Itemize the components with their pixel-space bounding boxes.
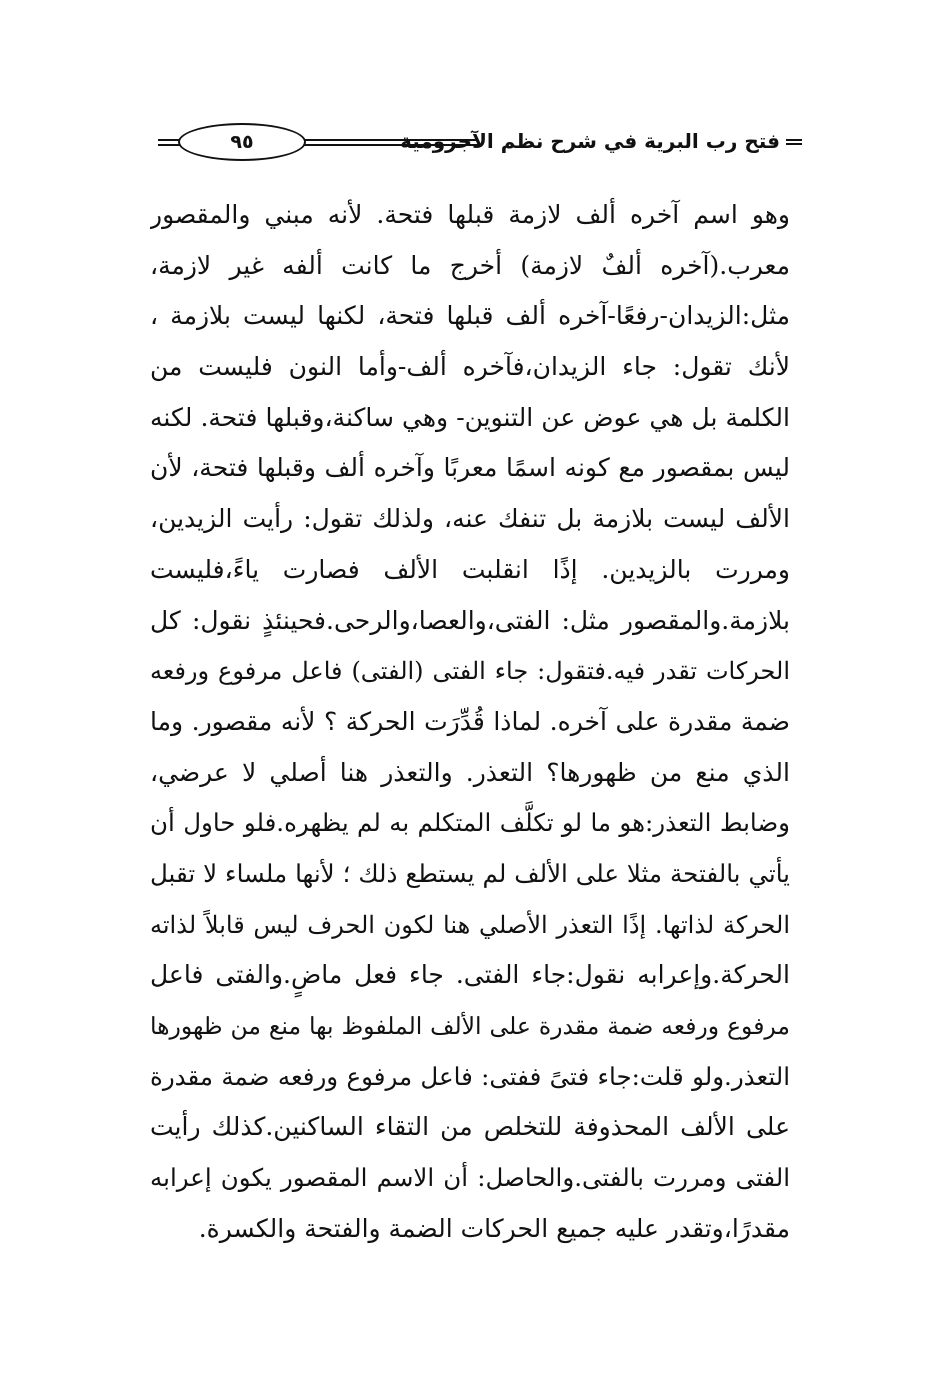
text-line: الحركات تقدر فيه.فتقول: جاء الفتى (الفتى) فاعل مرفوع ورفعه xyxy=(150,657,790,686)
page-number: ٩٥ xyxy=(230,131,254,153)
text-line: الكلمة بل هي عوض عن التنوين- وهي ساكنة،وقبلها فتحة. لكنه xyxy=(150,402,790,432)
text-line: يأتي بالفتحة مثلا على الألف لم يستطع ذلك ؛ لأنها ملساء لا تقبل xyxy=(150,858,790,888)
text-line: ومررت بالزيدين. إذًا انقلبت الألف فصارت ياءً،فليست xyxy=(150,554,790,584)
text-line: الألف ليست بلازمة بل تنفك عنه، ولذلك تقول: رأيت الزيدين، xyxy=(150,504,790,534)
header-dash-ornament xyxy=(786,139,802,145)
text-line: مقدرًا،وتقدر عليه جميع الحركات الضمة والفتحة والكسرة. xyxy=(198,1213,790,1243)
text-line: لأنك تقول: جاء الزيدان،فآخره ألف-وأما النون فليست من xyxy=(150,352,790,382)
text-line: ضمة مقدرة على آخره. لماذا قُدِّرَت الحركة ؟ لأنه مقصور. وما xyxy=(150,706,790,736)
body-text xyxy=(150,190,790,1254)
text-line: الحركة.وإعرابه نقول:جاء الفتى. جاء فعل ماضٍ.والفتى فاعل xyxy=(150,960,790,990)
running-header xyxy=(150,122,802,168)
text-line: مثل:الزيدان-رفعًا-آخره ألف قبلها فتحة، لكنها ليست بلازمة ، xyxy=(150,301,790,331)
text-line: وضابط التعذر:هو ما لو تكلَّف المتكلم به لم يظهره.فلو حاول أن xyxy=(150,808,790,838)
page-number-oval xyxy=(178,123,306,161)
text-line: الذي منع من ظهورها؟ التعذر. والتعذر هنا أصلي لا عرضي، xyxy=(150,757,790,787)
text-line: على الألف المحذوفة للتخلص من التقاء الساكنين.كذلك رأيت xyxy=(150,1112,790,1142)
text-line: ليس بمقصور مع كونه اسمًا معربًا وآخره ألف وقبلها فتحة، لأن xyxy=(150,453,790,483)
text-line: معرب.(آخره ألفٌ لازمة) أخرج ما كانت ألفه غير لازمة، xyxy=(150,250,790,280)
text-line: بلازمة.والمقصور مثل: الفتى،والعصا،والرحى.فحينئذٍ نقول: كل xyxy=(150,605,790,635)
text-line: الفتى ومررت بالفتى.والحاصل: أن الاسم المقصور يكون إعرابه xyxy=(150,1163,790,1193)
text-line: التعذر.ولو قلت:جاء فتىً ففتى: فاعل مرفوع ورفعه ضمة مقدرة xyxy=(150,1061,790,1091)
text-line: مرفوع ورفعه ضمة مقدرة على الألف الملفوظ بها منع من ظهورها xyxy=(150,1012,790,1040)
book-title: فتح رب البرية في شرح نظم الآجرومية xyxy=(400,129,780,153)
text-line: الحركة لذاتها. إذًا التعذر الأصلي هنا لكون الحرف ليس قابلاً لذاته xyxy=(150,910,790,939)
text-line: وهو اسم آخره ألف لازمة قبلها فتحة. لأنه مبني والمقصور xyxy=(150,200,790,229)
